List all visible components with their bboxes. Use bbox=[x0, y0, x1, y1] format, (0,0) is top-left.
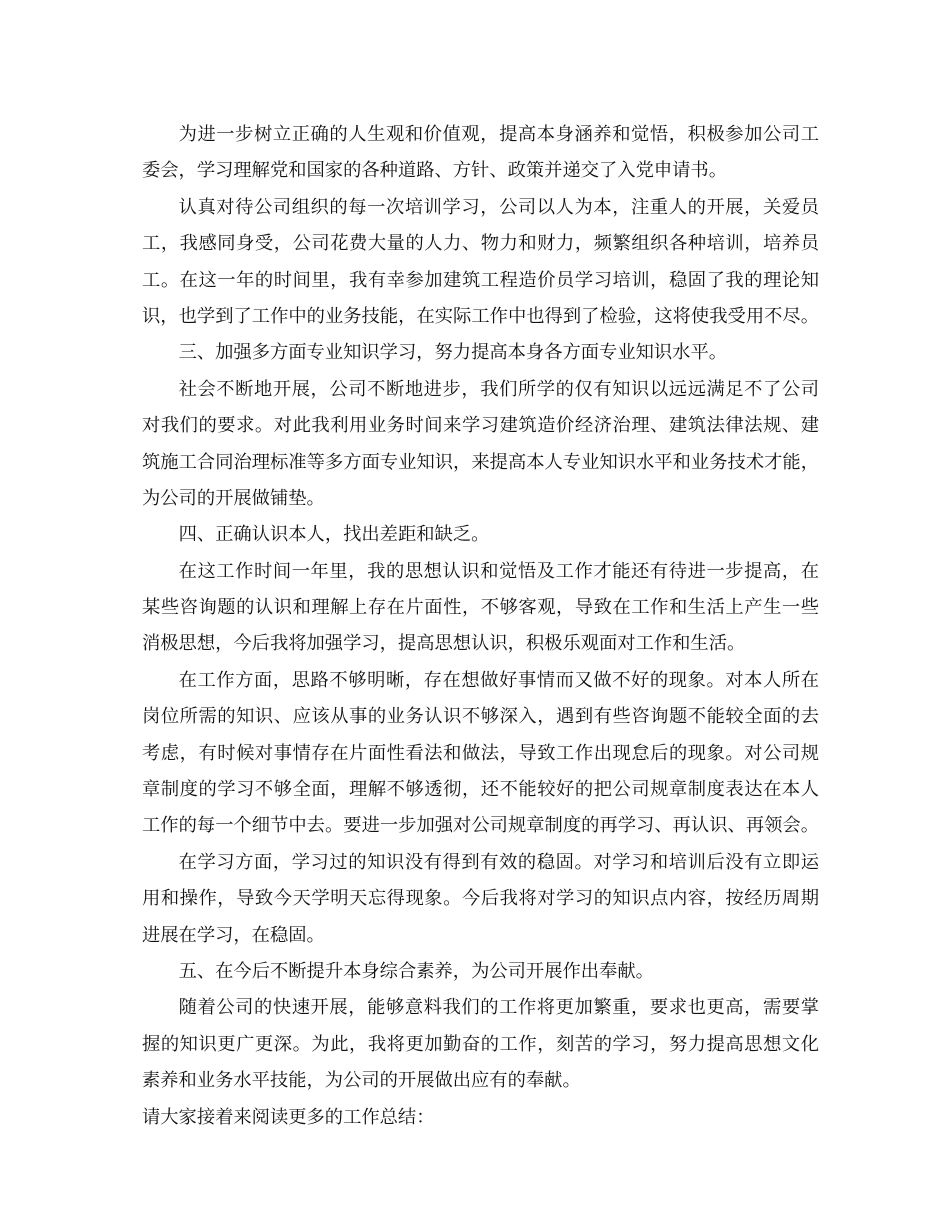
text-line: 工作的每一个细节中去。要进一步加强对公司规章制度的再学习、再认识、再领会。 bbox=[142, 815, 819, 837]
text-line: 识，也学到了工作中的业务技能，在实际工作中也得到了检验，这将使我受用不尽。 bbox=[142, 305, 819, 327]
text-line: 素养和业务水平技能，为公司的开展做出应有的奉献。 bbox=[142, 1070, 581, 1092]
section-heading bbox=[142, 335, 819, 371]
text-line: 在这工作时间一年里，我的思想认识和觉悟及工作才能还有待进一步提高，在 bbox=[178, 560, 819, 582]
text-line: 认真对待公司组织的每一次培训学习，公司以人为本，注重人的开展，关爱员 bbox=[178, 196, 819, 218]
body-paragraph bbox=[142, 117, 819, 190]
text-line: 章制度的学习不够全面，理解不够透彻，还不能较好的把公司规章制度表达在本人 bbox=[142, 779, 819, 801]
body-paragraph bbox=[142, 845, 819, 954]
text-line: 随着公司的快速开展，能够意料我们的工作将更加繁重，要求也更高，需要掌 bbox=[178, 997, 819, 1019]
text-line: 在工作方面，思路不够明晰，存在想做好事情而又做不好的现象。对本人所在 bbox=[178, 669, 819, 691]
body-paragraph bbox=[142, 190, 819, 336]
text-line: 某些咨询题的认识和理解上存在片面性，不够客观，导致在工作和生活上产生一些 bbox=[142, 597, 819, 619]
text-line: 为进一步树立正确的人生观和价值观，提高本身涵养和觉悟，积极参加公司工 bbox=[178, 124, 819, 145]
text-line: 工，我感同身受，公司花费大量的人力、物力和财力，频繁组织各种培训，培养员 bbox=[142, 233, 819, 255]
text-line: 考虑，有时候对事情存在片面性看法和做法，导致工作出现怠后的现象。对公司规 bbox=[142, 742, 819, 764]
text-line: 进展在学习，在稳固。 bbox=[142, 924, 325, 946]
text-line: 三、加强多方面专业知识学习，努力提高本身各方面专业知识水平。 bbox=[178, 342, 728, 364]
text-line: 四、正确认识本人，找出差距和缺乏。 bbox=[178, 524, 490, 546]
text-line: 请大家接着来阅读更多的工作总结： bbox=[142, 1106, 435, 1128]
text-line: 为公司的开展做铺垫。 bbox=[142, 487, 325, 509]
text-line: 工。在这一年的时间里，我有幸参加建筑工程造价员学习培训，稳固了我的理论知 bbox=[142, 269, 819, 291]
text-line: 在学习方面，学习过的知识没有得到有效的稳固。对学习和培训后没有立即运 bbox=[178, 851, 819, 873]
text-line: 五、在今后不断提升本身综合素养，为公司开展作出奉献。 bbox=[178, 960, 654, 982]
body-paragraph bbox=[142, 990, 819, 1099]
document-page bbox=[142, 117, 819, 1136]
text-line: 委会，学习理解党和国家的各种道路、方针、政策并递交了入党申请书。 bbox=[142, 160, 727, 182]
body-paragraph bbox=[142, 663, 819, 845]
body-paragraph bbox=[142, 372, 819, 518]
text-line: 筑施工合同治理标准等多方面专业知识，来提高本人专业知识水平和业务技术才能， bbox=[142, 451, 819, 473]
text-line: 消极思想，今后我将加强学习，提高思想认识，积极乐观面对工作和生活。 bbox=[142, 633, 746, 655]
text-line: 用和操作，导致今天学明天忘得现象。今后我将对学习的知识点内容，按经历周期 bbox=[142, 888, 819, 910]
text-line: 握的知识更广更深。为此，我将更加勤奋的工作，刻苦的学习，努力提高思想文化 bbox=[142, 1033, 819, 1055]
section-heading bbox=[142, 954, 819, 990]
text-line: 岗位所需的知识、应该从事的业务认识不够深入，遇到有些咨询题不能较全面的去 bbox=[142, 706, 819, 728]
section-heading bbox=[142, 517, 819, 553]
text-line: 对我们的要求。对此我利用业务时间来学习建筑造价经济治理、建筑法律法规、建 bbox=[142, 415, 819, 437]
closing-note bbox=[142, 1100, 819, 1136]
body-paragraph bbox=[142, 554, 819, 663]
text-line: 社会不断地开展，公司不断地进步，我们所学的仅有知识以远远满足不了公司 bbox=[178, 378, 819, 400]
